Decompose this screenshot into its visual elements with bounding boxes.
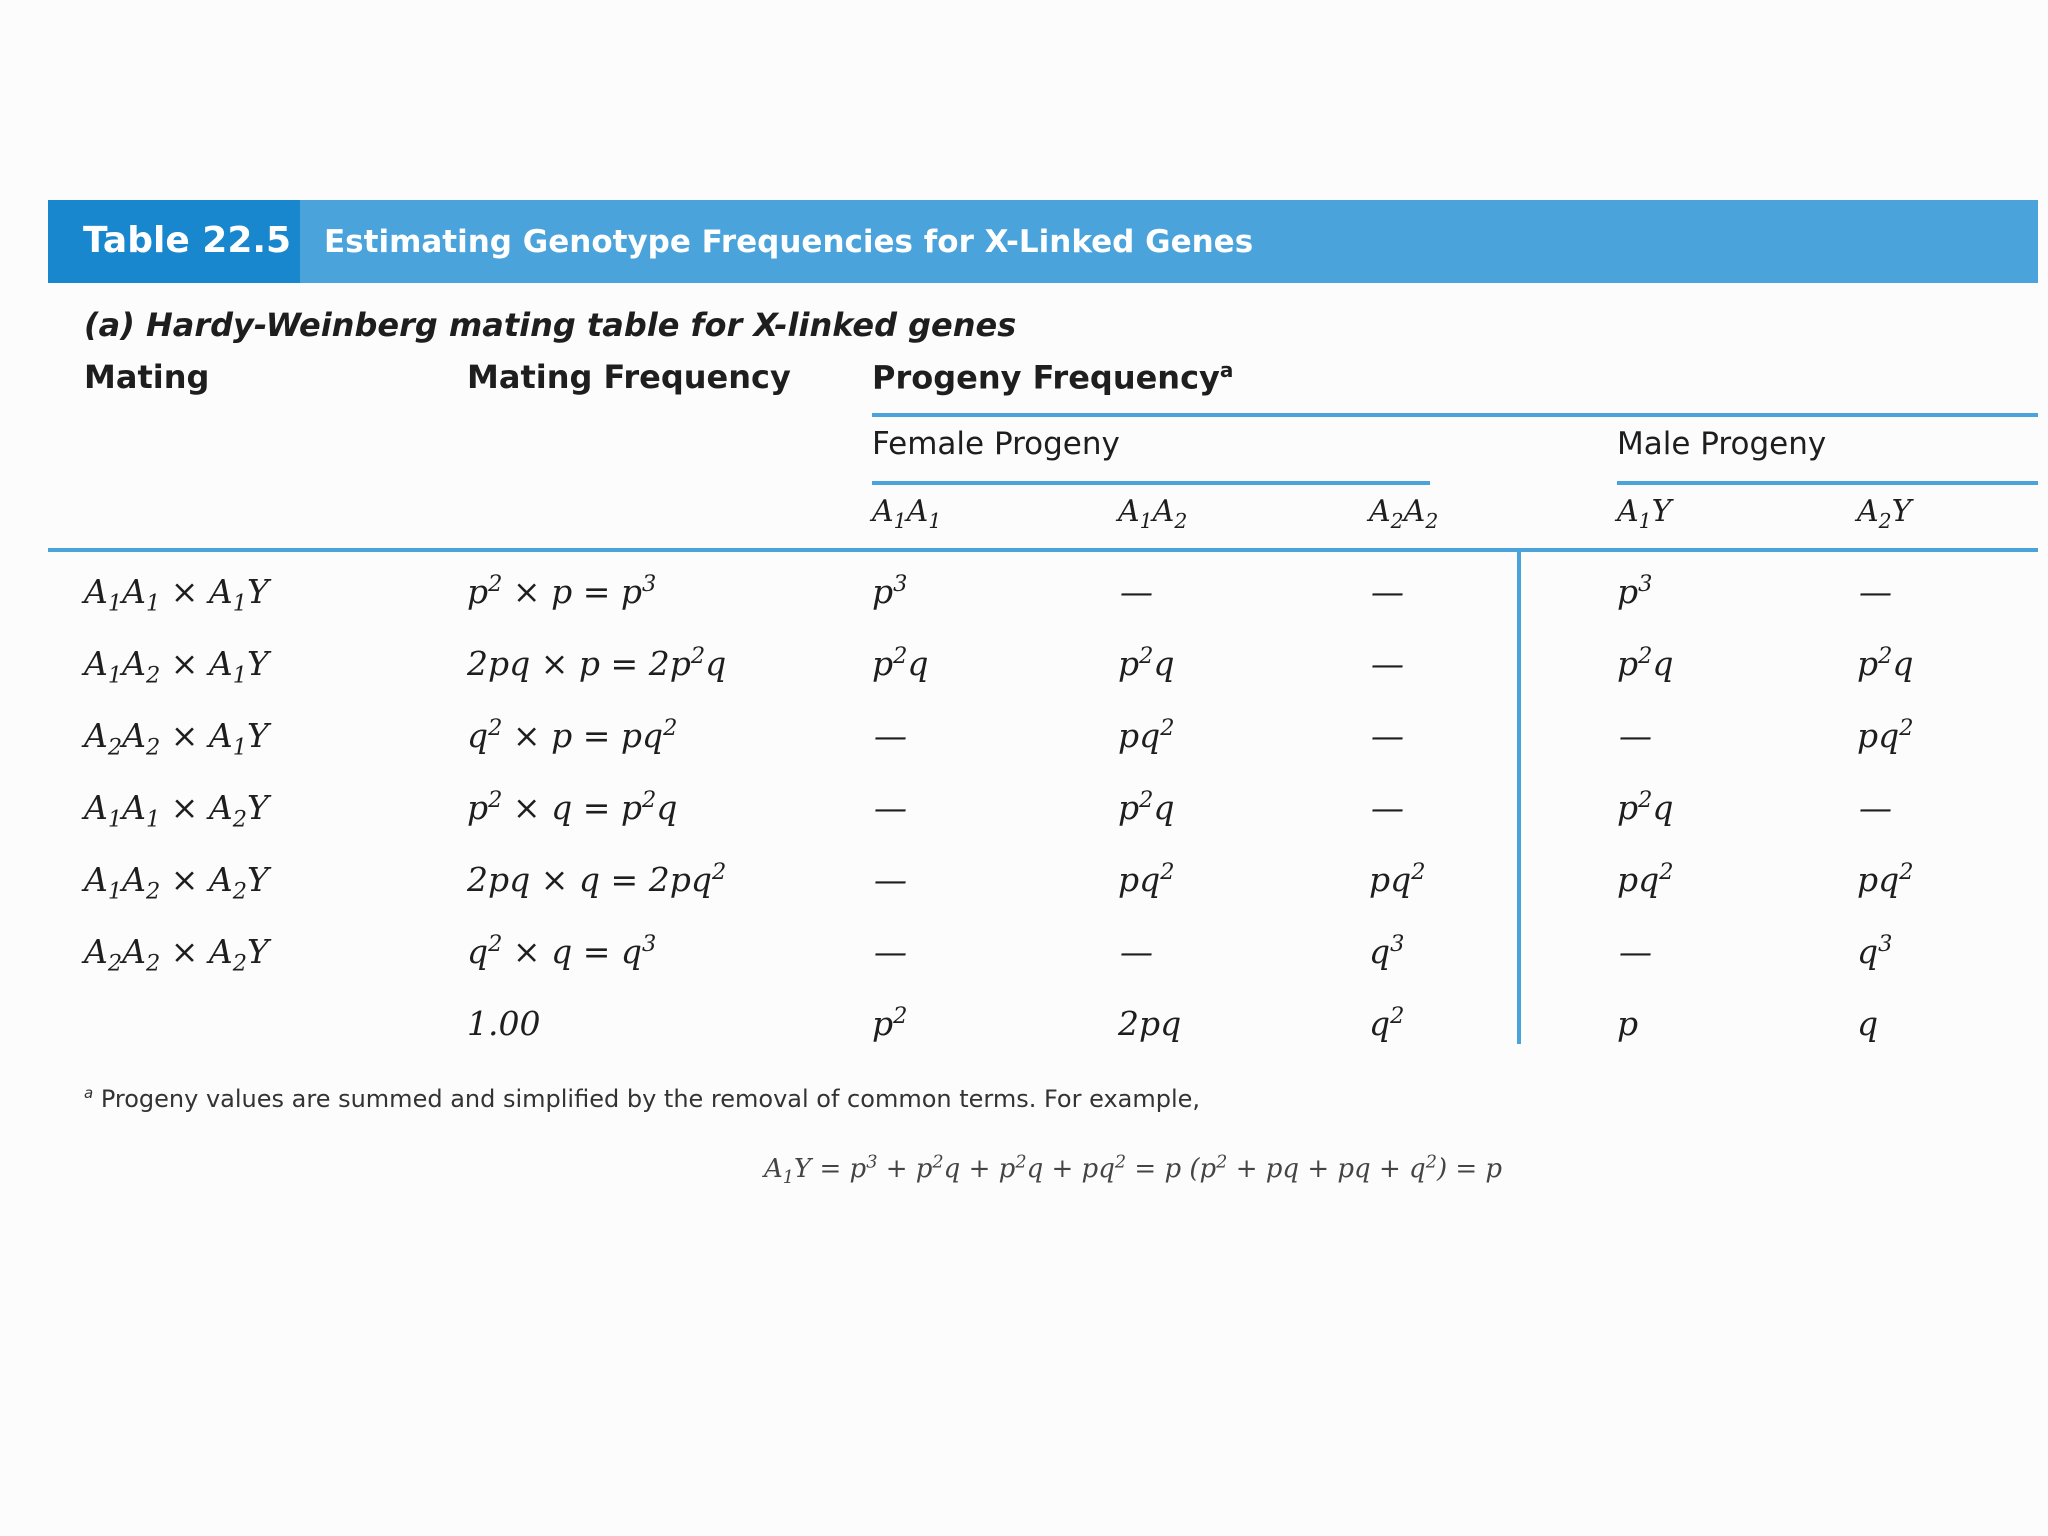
mating-frequency-cell: $q^2 \times q = q^3$ xyxy=(467,931,657,971)
progeny-cell-a2y: — xyxy=(1859,572,1892,611)
mating-header: Mating xyxy=(84,358,210,396)
mating-frequency-header: Mating Frequency xyxy=(467,358,791,396)
progeny-cell-a1a2: 2pq xyxy=(1118,1004,1182,1043)
mating-frequency-cell: $p^2 \times q = p^2q$ xyxy=(467,787,678,827)
mating-cell: $A_1A_2 \times A_2Y$ xyxy=(84,860,269,905)
table-banner xyxy=(48,200,2038,283)
female-progeny-header: Female Progeny xyxy=(872,426,1120,462)
male-progeny-rule xyxy=(1617,481,2038,485)
progeny-cell-a1a2: $p^2q$ xyxy=(1118,643,1175,683)
progeny-cell-a1a1: — xyxy=(874,716,907,755)
progeny-cell-a2a2: — xyxy=(1371,572,1404,611)
progeny-cell-a1a1: $p^2q$ xyxy=(872,643,929,683)
progeny-cell-a2y: $pq^2$ xyxy=(1857,859,1914,899)
progeny-cell-a1a2: — xyxy=(1120,572,1153,611)
genotype-header-a2y: $A_2Y$ xyxy=(1857,494,1912,533)
footnote-text: Progeny values are summed and simplified by the removal of common terms. For example, xyxy=(100,1085,1201,1113)
progeny-cell-a2y: $q^3$ xyxy=(1857,931,1893,971)
progeny-frequency-header xyxy=(872,358,1233,397)
footnote-equation: $A_1Y = p^3 + p^2q + p^2q + pq^2 = p$ ($p^2$ + pq + pq + $q^2) = p$ xyxy=(764,1152,1503,1189)
progeny-cell-a1a2: $pq^2$ xyxy=(1118,859,1175,899)
footnote-mark: a xyxy=(1219,358,1234,382)
progeny-cell-a2y: $pq^2$ xyxy=(1857,715,1914,755)
progeny-cell-a2a2: — xyxy=(1371,788,1404,827)
progeny-cell-a2a2: $q^2$ xyxy=(1369,1003,1405,1043)
progeny-cell-a2a2: — xyxy=(1371,644,1404,683)
mating-frequency-cell: 1.00 xyxy=(467,1004,541,1043)
progeny-cell-a1a1: — xyxy=(874,860,907,899)
progeny-cell-a1y: — xyxy=(1619,932,1652,971)
mating-cell: $A_1A_1 \times A_1Y$ xyxy=(84,572,269,617)
genotype-header-a2a2: $A_2A_2$ xyxy=(1369,494,1439,533)
mating-frequency-cell: $2pq \times q = 2pq^2$ xyxy=(467,859,727,899)
table-number-label xyxy=(48,200,300,283)
female-progeny-rule xyxy=(872,481,1430,485)
table-number: Table 22.5 xyxy=(83,220,292,261)
progeny-cell-a2a2: — xyxy=(1371,716,1404,755)
progeny-cell-a1a1: — xyxy=(874,932,907,971)
female-male-divider xyxy=(1517,550,1521,1044)
progeny-cell-a1y: $pq^2$ xyxy=(1617,859,1674,899)
progeny-cell-a1a1: — xyxy=(874,788,907,827)
mating-frequency-cell: $p^2 \times p = p^3$ xyxy=(467,571,657,611)
mating-frequency-cell: $q^2 \times p = pq^2$ xyxy=(467,715,678,755)
male-progeny-header: Male Progeny xyxy=(1617,426,1827,462)
progeny-cell-a2y: $p^2q$ xyxy=(1857,643,1914,683)
progeny-cell-a1y: p xyxy=(1617,1004,1639,1043)
section-title: (a) Hardy-Weinberg mating table for X-linked genes xyxy=(84,306,1017,344)
progeny-cell-a1a2: $pq^2$ xyxy=(1118,715,1175,755)
progeny-cell-a1y: — xyxy=(1619,716,1652,755)
progeny-cell-a1y: $p^2q$ xyxy=(1617,643,1674,683)
mating-frequency-cell: $2pq \times p = 2p^2q$ xyxy=(467,643,727,683)
mating-cell: $A_1A_1 \times A_2Y$ xyxy=(84,788,269,833)
genotype-header-a1y: $A_1Y$ xyxy=(1617,494,1672,533)
genotype-header-a1a2: $A_1A_2$ xyxy=(1118,494,1188,533)
progeny-header-rule xyxy=(872,413,2038,417)
progeny-cell-a1a2: $p^2q$ xyxy=(1118,787,1175,827)
header-bottom-rule xyxy=(48,548,2038,552)
progeny-cell-a1a2: — xyxy=(1120,932,1153,971)
progeny-cell-a2y: q xyxy=(1857,1004,1879,1043)
footnote xyxy=(84,1084,1200,1113)
mating-cell: $A_1A_2 \times A_1Y$ xyxy=(84,644,269,689)
table-title: Estimating Genotype Frequencies for X-Linked Genes xyxy=(324,224,1254,260)
progeny-frequency-label: Progeny Frequency xyxy=(872,358,1220,397)
progeny-cell-a2y: — xyxy=(1859,788,1892,827)
progeny-cell-a1a1: $p^3$ xyxy=(872,571,908,611)
progeny-cell-a2a2: $pq^2$ xyxy=(1369,859,1426,899)
footnote-mark: a xyxy=(84,1084,94,1102)
progeny-cell-a1a1: $p^2$ xyxy=(872,1003,908,1043)
genotype-header-a1a1: $A_1A_1$ xyxy=(872,494,942,533)
mating-cell: $A_2A_2 \times A_1Y$ xyxy=(84,716,269,761)
progeny-cell-a1y: $p^3$ xyxy=(1617,571,1653,611)
mating-cell: $A_2A_2 \times A_2Y$ xyxy=(84,932,269,977)
progeny-cell-a2a2: $q^3$ xyxy=(1369,931,1405,971)
progeny-cell-a1y: $p^2q$ xyxy=(1617,787,1674,827)
